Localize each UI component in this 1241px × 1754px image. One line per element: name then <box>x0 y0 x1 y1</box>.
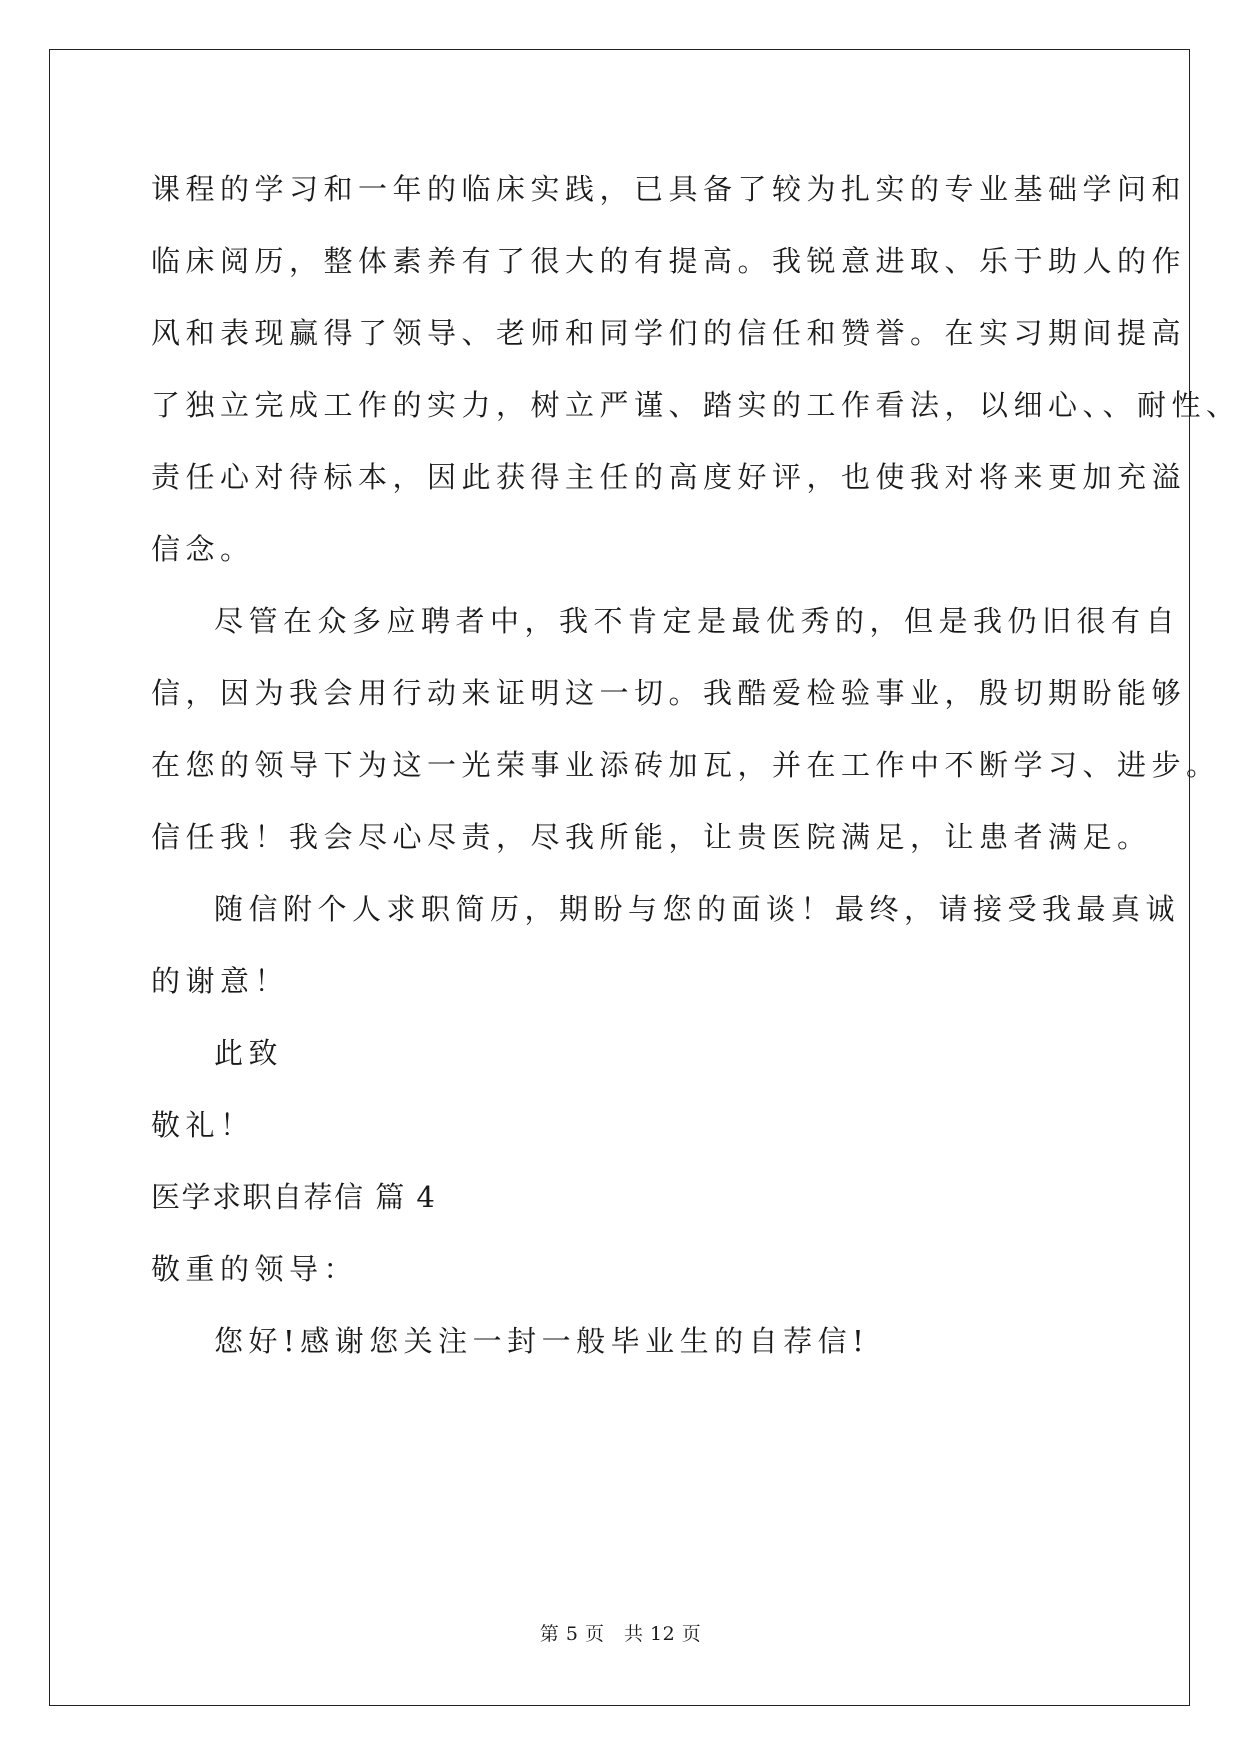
paragraph-line: 您好!感谢您关注一封一般毕业生的自荐信! <box>214 1324 870 1358</box>
paragraph-line: 了独立完成工作的实力，树立严谨、踏实的工作看法，以细心、、耐性、 <box>151 388 1241 422</box>
paragraph-line: 信念。 <box>151 532 255 566</box>
paragraph-line: 信任我！我会尽心尽责，尽我所能，让贵医院满足，让患者满足。 <box>151 820 1152 854</box>
section-heading: 医学求职自荐信 篇 4 <box>151 1180 437 1214</box>
paragraph-line: 的谢意！ <box>151 964 290 998</box>
paragraph-line: 课程的学习和一年的临床实践，已具备了较为扎实的专业基础学问和 <box>151 172 1187 206</box>
paragraph-line: 在您的领导下为这一光荣事业添砖加瓦，并在工作中不断学习、进步。 <box>151 748 1221 782</box>
page-border <box>49 49 1190 1706</box>
paragraph-line: 风和表现赢得了领导、老师和同学们的信任和赞誉。在实习期间提高 <box>151 316 1187 350</box>
closing-salutation: 此致 <box>214 1036 284 1070</box>
paragraph-line: 责任心对待标本，因此获得主任的高度好评，也使我对将来更加充溢 <box>151 460 1187 494</box>
page-number-footer: 第 5 页 共 12 页 <box>539 1623 702 1645</box>
letter-greeting: 敬重的领导： <box>151 1252 359 1286</box>
paragraph-line: 随信附个人求职简历，期盼与您的面谈！最终，请接受我最真诚 <box>214 892 1181 926</box>
paragraph-line: 临床阅历，整体素养有了很大的有提高。我锐意进取、乐于助人的作 <box>151 244 1187 278</box>
paragraph-line: 信，因为我会用行动来证明这一切。我酷爱检验事业，殷切期盼能够 <box>151 676 1187 710</box>
paragraph-line: 尽管在众多应聘者中，我不肯定是最优秀的，但是我仍旧很有自 <box>214 604 1181 638</box>
closing-regards: 敬礼！ <box>151 1108 255 1142</box>
